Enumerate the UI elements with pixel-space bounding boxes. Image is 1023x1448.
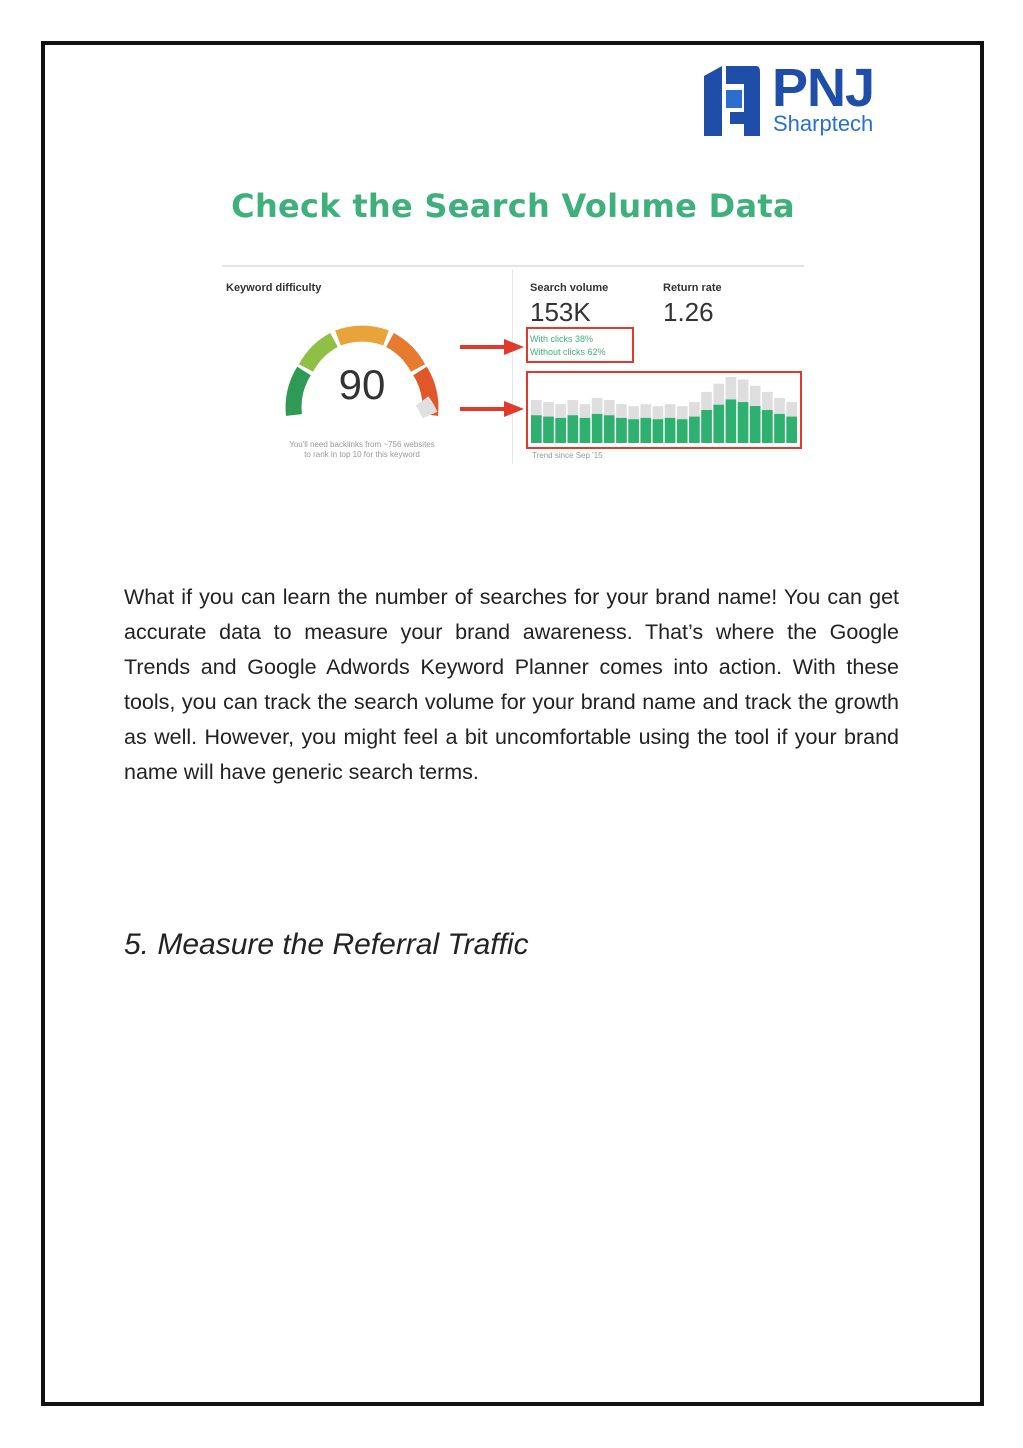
trend-clicks-bar (531, 415, 542, 443)
trend-clicks-bar (567, 415, 578, 443)
body-paragraph: What if you can learn the number of searches for your brand name! You can get accurate data to measure your brand awareness. That’s where the Google Trends and Google Adwords Keyword Planner comes into action. With these tools, you can track the search volume for your brand name and track the growth as well. However, you might feel a bit uncomfortable using the tool if your brand name will have generic search terms. (124, 585, 899, 784)
trend-clicks-bar (543, 417, 554, 443)
arrow-icon (460, 337, 526, 357)
trend-clicks-bar (665, 418, 676, 443)
logo-tagline: Sharptech (773, 111, 874, 136)
trend-clicks-bar (726, 399, 737, 443)
difficulty-note-line2: to rank in top 10 for this keyword (304, 450, 420, 459)
keyword-difficulty-value: 90 (338, 361, 386, 408)
trend-clicks-bar (677, 419, 688, 443)
trend-clicks-bar (713, 405, 724, 443)
trend-clicks-bar (762, 410, 773, 443)
arrow-icon (460, 399, 526, 419)
trend-clicks-bar (786, 417, 797, 443)
return-rate-label: Return rate (663, 282, 722, 294)
trend-clicks-bar (653, 419, 664, 443)
trend-clicks-bar (750, 406, 761, 443)
figure-divider (222, 265, 804, 267)
pnj-sharptech-logo (700, 60, 900, 142)
trend-since-label: Trend since Sep '15 (532, 451, 603, 460)
logo-name: PNJ (772, 58, 875, 118)
trend-clicks-bar (689, 417, 700, 443)
figure-title: Check the Search Volume Data (231, 187, 795, 225)
section-heading: 5. Measure the Referral Traffic (124, 928, 529, 961)
trend-clicks-bar (616, 418, 627, 443)
trend-clicks-bar (604, 415, 615, 443)
trend-clicks-bar (738, 402, 749, 443)
trend-clicks-bar (628, 419, 639, 443)
return-rate-value: 1.26 (663, 297, 714, 327)
trend-clicks-bar (640, 418, 651, 443)
trend-clicks-bar (701, 410, 712, 443)
trend-clicks-bar (555, 418, 566, 443)
trend-clicks-bar (592, 414, 603, 443)
keyword-difficulty-label: Keyword difficulty (226, 282, 322, 294)
search-volume-figure (222, 165, 804, 487)
trend-clicks-bar (774, 414, 785, 443)
trend-clicks-bar (580, 418, 591, 443)
search-volume-value: 153K (530, 297, 591, 327)
without-clicks-text: Without clicks 62% (530, 347, 606, 357)
figure-column-divider (512, 269, 513, 464)
with-clicks-text: With clicks 38% (530, 334, 594, 344)
trend-bar-chart (531, 377, 797, 443)
search-volume-label: Search volume (530, 282, 609, 294)
difficulty-note-line1: You'll need backlinks from ~756 websites (289, 440, 435, 449)
logo-mark-icon (700, 62, 762, 140)
